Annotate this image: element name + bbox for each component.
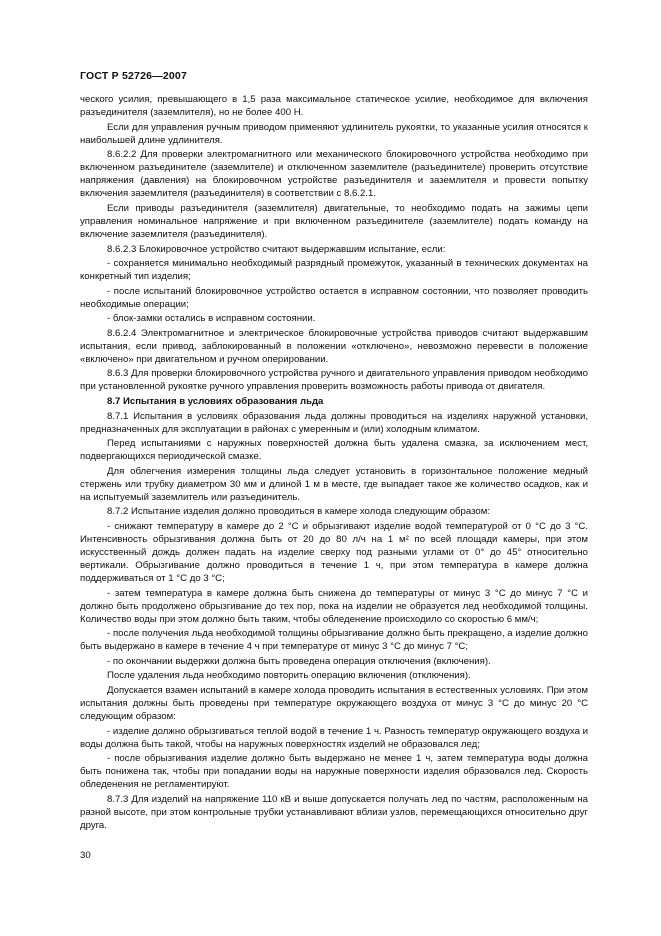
paragraph: - после испытаний блокировочное устройство остается в исправном состоянии, что позволяет проводить необходимые операции; [80, 285, 588, 310]
paragraph: Если для управления ручным приводом применяют удлинитель рукоятки, то указанные усилия относятся к наибольшей длине удлинителя. [80, 121, 588, 146]
paragraph: - затем температура в камере должна быть снижена до температуры от минус 3 °С до минус 7 °С и должно быть продолжено обрызгивание до тех пор, пока на изделии не образуется лед необходимой толщины. Количество воды при этом должно быть таким, чтобы обледенение происходило со скоростью 6 мм/ч; [80, 587, 588, 625]
paragraph: 8.7.3 Для изделий на напряжение 110 кВ и выше допускается получать лед по частям, расположенным на разной высоте, при этом контрольные трубки устанавливают вблизи узлов, перемещающихся относительно друг друга. [80, 793, 588, 831]
paragraph: - блок-замки остались в исправном состоянии. [107, 313, 316, 325]
paragraph: 8.7.2 Испытание изделия должно проводиться в камере холода следующим образом: [107, 506, 490, 518]
page-number: 30 [80, 850, 91, 861]
paragraph: После удаления льда необходимо повторить операцию включения (отключения). [107, 670, 471, 682]
paragraph: Перед испытаниями с наружных поверхностей должна быть удалена смазка, за исключением мест, подвергающихся периодической смазке. [80, 438, 588, 463]
paragraph: 8.6.3 Для проверки блокировочного устройства ручного и двигательного управления приводом необходимо при установленной рукоятке ручного управления проверить возможность работы привода от двигателя. [80, 368, 588, 393]
section-heading: 8.7 Испытания в условиях образования льда [107, 396, 324, 408]
paragraph: - после обрызгивания изделие должно быть выдержано не менее 1 ч, затем температура воды должна быть понижена так, чтобы при попадании воды на наружные поверхности изделия образовался лед. Скорость обледенения не регламентируют. [80, 753, 588, 791]
paragraph: Если приводы разъединителя (заземлителя) двигательные, то необходимо подать на зажимы цепи управления номинальное напряжение и при включенном разъединителе (заземлителе) подать команду на включение заземлителя (разъединителя). [80, 202, 588, 240]
paragraph: Допускается взамен испытаний в камере холода проводить испытания в естественных условиях. При этом испытания должны быть проведены при температуре окружающего воздуха от минус 3 °С до минус 20 °С следующим образом: [80, 685, 588, 723]
paragraph: 8.6.2.2 Для проверки электромагнитного или механического блокировочного устройства необходимо при включенном разъединителе (заземлителе) и отключенном заземлителе (разъединителе) проверить отсутствие напряжения (давления) на блокировочном устройстве разъединителя и заземлителя и провести попытку включения заземлителя (разъединителя) в соответствии с 8.6.2.1. [80, 149, 588, 200]
paragraph: 8.6.2.4 Электромагнитное и электрическое блокировочные устройства приводов считают выдержавшим испытания, если привод, заблокированный в положении «отключено», невозможно перевести в положение «включено» при двигательном и ручном оперировании. [80, 327, 588, 365]
standard-header: ГОСТ Р 52726—2007 [80, 70, 188, 82]
paragraph: - изделие должно обрызгиваться теплой водой в течение 1 ч. Разность температур окружающего воздуха и воды должна быть такой, чтобы на наружных поверхностях изделий не образовался лед; [80, 725, 588, 750]
paragraph: - снижают температуру в камере до 2 °С и обрызгивают изделие водой температурой от 0 °С до 3 °С. Интенсивность обрызгивания должна быть от 20 до 80 л/ч на 1 м² по всей площади камеры, при этом искусственный дождь должен падать на изделие сверху под разными углами от 0° до 45° относительно вертикали. Обрызгивание должно проводиться в течение 1 ч, при этом температура в камере должна поддерживаться от 1 °С до 3 °С; [80, 520, 588, 585]
paragraph: ческого усилия, превышающего в 1,5 раза максимальное статическое усилие, необходимое для включения разъединителя (заземлителя), но не более 400 Н. [80, 94, 588, 119]
paragraph: 8.7.1 Испытания в условиях образования льда должны проводиться на изделиях наружной установки, предназначенных для эксплуатации в районах с умеренным и (или) холодным климатом. [80, 410, 588, 435]
paragraph: - сохраняется минимально необходимый разрядный промежуток, указанный в технических документах на конкретный тип изделия; [80, 258, 588, 283]
paragraph: Для облегчения измерения толщины льда следует установить в горизонтальное положение медный стержень или трубку диаметром 30 мм и длиной 1 м в месте, где выпадает такое же количество осадков, как и на испытуемый заземлитель или разъединитель. [80, 465, 588, 503]
paragraph: 8.6.2.3 Блокировочное устройство считают выдержавшим испытание, если: [107, 243, 446, 255]
document-body [80, 93, 588, 834]
paragraph: - после получения льда необходимой толщины обрызгивание должно быть прекращено, а изделие должно быть выдержано в камере в течение 4 ч при температуре от минус 3 °С до минус 7 °С; [80, 628, 588, 653]
paragraph: - по окончании выдержки должна быть проведена операция отключения (включения). [107, 655, 491, 667]
